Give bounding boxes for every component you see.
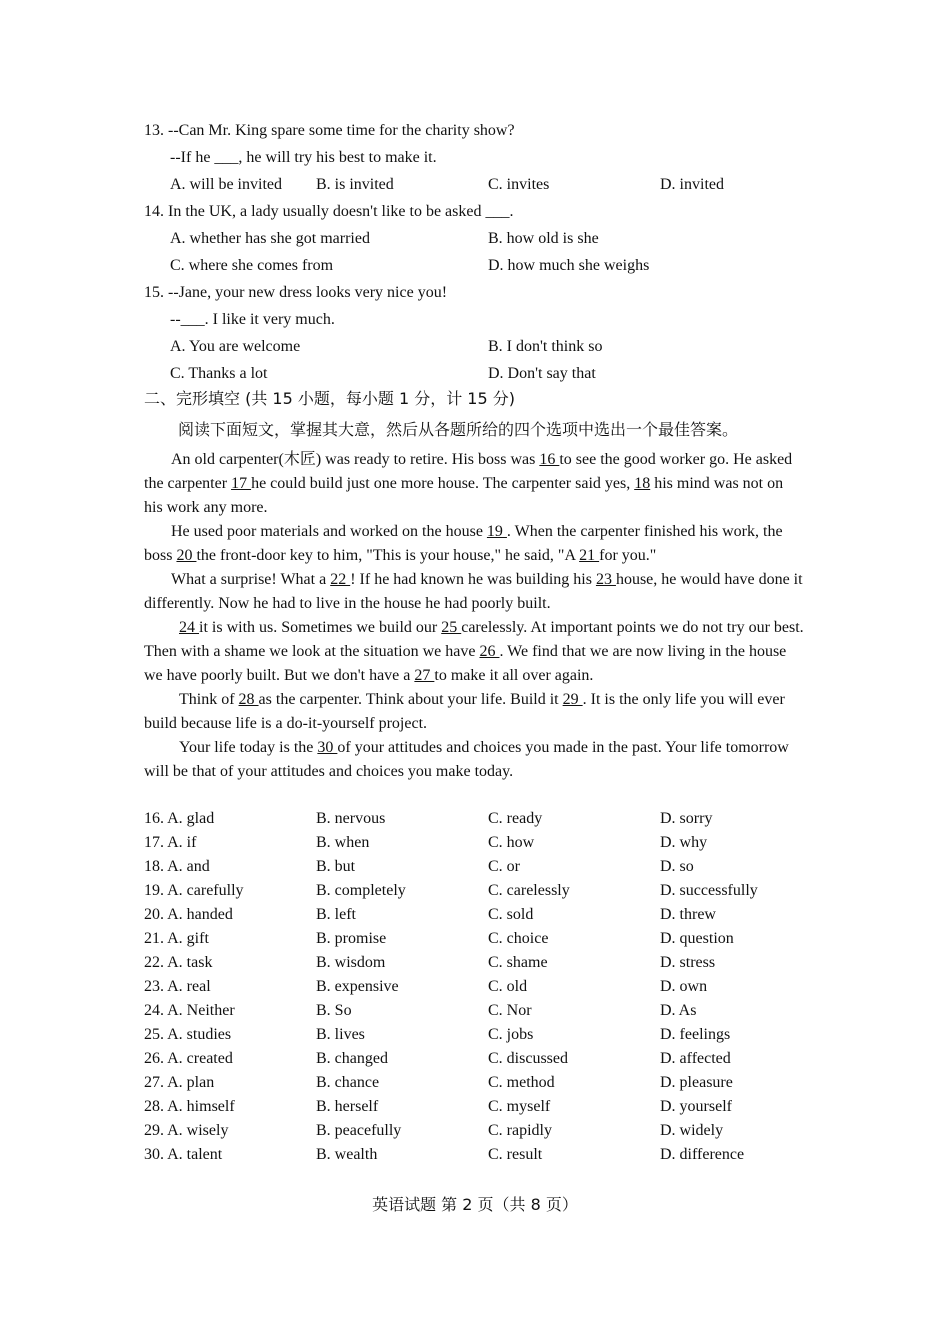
- option-26-a[interactable]: 26. A. created: [144, 1050, 233, 1067]
- option-row-16: [144, 807, 804, 831]
- option-28-c[interactable]: C. myself: [488, 1098, 551, 1115]
- q14-option-c[interactable]: C. where she comes from: [170, 257, 334, 274]
- option-row-24: [144, 999, 804, 1023]
- option-16-d[interactable]: D. sorry: [660, 810, 713, 827]
- q13-option-a[interactable]: A. will be invited: [170, 176, 282, 193]
- section-instruction: 阅读下面短文，掌握其大意，然后从各题所给的四个选项中选出一个最佳答案。: [178, 420, 739, 439]
- option-24-d[interactable]: D. As: [660, 1002, 697, 1019]
- option-19-b[interactable]: B. completely: [316, 882, 406, 899]
- option-16-b[interactable]: B. nervous: [316, 810, 386, 827]
- option-29-d[interactable]: D. widely: [660, 1122, 724, 1139]
- option-30-c[interactable]: C. result: [488, 1146, 543, 1163]
- option-24-c[interactable]: C. Nor: [488, 1002, 532, 1019]
- q15-option-a[interactable]: A. You are welcome: [170, 338, 301, 355]
- q13-reply: --If he ___, he will try his best to make it.: [170, 149, 437, 166]
- option-26-d[interactable]: D. affected: [660, 1050, 731, 1067]
- blank-17: 17: [231, 475, 252, 492]
- blank-21: 21: [579, 547, 600, 564]
- option-30-b[interactable]: B. wealth: [316, 1146, 378, 1163]
- option-24-a[interactable]: 24. A. Neither: [144, 1002, 235, 1019]
- option-30-a[interactable]: 30. A. talent: [144, 1146, 223, 1163]
- option-17-b[interactable]: B. when: [316, 834, 370, 851]
- option-27-a[interactable]: 27. A. plan: [144, 1074, 215, 1091]
- option-24-b[interactable]: B. So: [316, 1002, 352, 1019]
- option-28-a[interactable]: 28. A. himself: [144, 1098, 235, 1115]
- option-17-d[interactable]: D. why: [660, 834, 708, 851]
- section-heading: 二、完形填空 (共 15 小题，每小题 1 分，计 15 分): [144, 389, 515, 408]
- option-19-d[interactable]: D. successfully: [660, 882, 758, 899]
- option-21-c[interactable]: C. choice: [488, 930, 549, 947]
- q14-option-b[interactable]: B. how old is she: [488, 230, 599, 247]
- option-26-c[interactable]: C. discussed: [488, 1050, 568, 1067]
- option-23-b[interactable]: B. expensive: [316, 978, 399, 995]
- q13-option-d[interactable]: D. invited: [660, 176, 724, 193]
- option-17-c[interactable]: C. how: [488, 834, 535, 851]
- option-18-a[interactable]: 18. A. and: [144, 858, 210, 875]
- q15-option-b[interactable]: B. I don't think so: [488, 338, 603, 355]
- option-22-b[interactable]: B. wisdom: [316, 954, 386, 971]
- blank-29: 29: [562, 691, 583, 708]
- option-row-25: [144, 1023, 804, 1047]
- option-row-26: [144, 1047, 804, 1071]
- option-row-23: [144, 975, 804, 999]
- option-28-b[interactable]: B. herself: [316, 1098, 379, 1115]
- blank-25: 25: [441, 619, 462, 636]
- option-row-19: [144, 879, 804, 903]
- option-23-a[interactable]: 23. A. real: [144, 978, 211, 995]
- blank-19: 19: [486, 523, 507, 540]
- option-18-d[interactable]: D. so: [660, 858, 694, 875]
- q13-stem: 13. --Can Mr. King spare some time for the charity show?: [144, 122, 515, 139]
- option-row-28: [144, 1095, 804, 1119]
- cloze-passage: [144, 448, 804, 784]
- option-16-a[interactable]: 16. A. glad: [144, 810, 215, 827]
- option-19-c[interactable]: C. carelessly: [488, 882, 570, 899]
- option-row-21: [144, 927, 804, 951]
- option-21-b[interactable]: B. promise: [316, 930, 387, 947]
- blank-18: 18: [634, 475, 651, 492]
- option-row-20: [144, 903, 804, 927]
- option-row-30: [144, 1143, 804, 1167]
- option-25-c[interactable]: C. jobs: [488, 1026, 534, 1043]
- page-footer: 英语试题 第 2 页（共 8 页）: [372, 1195, 578, 1214]
- option-25-a[interactable]: 25. A. studies: [144, 1026, 232, 1043]
- passage-paragraph-4: 24 it is with us. Sometimes we build our 25 carelessly. At important points we do not try our best. Then with a shame we look at the situation we have 26 . We find that we are now living in the house we have poorly built. But we don't have a 27 to make it all over again.: [144, 619, 804, 684]
- q14-option-d[interactable]: D. how much she weighs: [488, 257, 650, 274]
- blank-27: 27: [414, 667, 435, 684]
- passage-paragraph-3: What a surprise! What a 22 ! If he had known he was building his 23 house, he would have done it differently. Now he had to live in the house he had poorly built.: [144, 571, 803, 612]
- blank-23: 23: [595, 571, 616, 588]
- passage-paragraph-1: An old carpenter(木匠) was ready to retire. His boss was 16 to see the good worker go. He asked the carpenter 17 he could build just one more house. The carpenter said yes, 18 his mind was not on his work any more.: [144, 451, 793, 516]
- passage-paragraph-6: Your life today is the 30 of your attitudes and choices you made in the past. Your life tomorrow will be that of your attitudes and choices you make today.: [144, 739, 789, 780]
- option-23-c[interactable]: C. old: [488, 978, 528, 995]
- blank-20: 20: [176, 547, 197, 564]
- q13-option-b[interactable]: B. is invited: [316, 176, 394, 193]
- option-20-d[interactable]: D. threw: [660, 906, 716, 923]
- blank-24: 24: [179, 619, 199, 636]
- option-19-a[interactable]: 19. A. carefully: [144, 882, 244, 899]
- option-row-17: [144, 831, 804, 855]
- option-18-b[interactable]: B. but: [316, 858, 356, 875]
- option-row-22: [144, 951, 804, 975]
- passage-paragraph-5: Think of 28 as the carpenter. Think about your life. Build it 29 . It is the only life you will ever build because life is a do-it-yourself project.: [144, 691, 785, 732]
- option-22-d[interactable]: D. stress: [660, 954, 716, 971]
- option-18-c[interactable]: C. or: [488, 858, 520, 875]
- option-27-c[interactable]: C. method: [488, 1074, 555, 1091]
- option-25-d[interactable]: D. feelings: [660, 1026, 731, 1043]
- option-28-d[interactable]: D. yourself: [660, 1098, 732, 1115]
- option-21-a[interactable]: 21. A. gift: [144, 930, 209, 947]
- option-21-d[interactable]: D. question: [660, 930, 734, 947]
- q13-option-c[interactable]: C. invites: [488, 176, 550, 193]
- option-29-c[interactable]: C. rapidly: [488, 1122, 552, 1139]
- q15-reply: --___. I like it very much.: [170, 311, 335, 328]
- q15-option-c[interactable]: C. Thanks a lot: [170, 365, 268, 382]
- blank-30: 30: [317, 739, 338, 756]
- blank-22: 22: [330, 571, 351, 588]
- option-row-27: [144, 1071, 804, 1095]
- option-26-b[interactable]: B. changed: [316, 1050, 388, 1067]
- blank-28: 28: [238, 691, 259, 708]
- option-17-a[interactable]: 17. A. if: [144, 834, 197, 851]
- passage-paragraph-2: He used poor materials and worked on the house 19 . When the carpenter finished his work, the boss 20 the front-door key to him, "This is your house," he said, "A 21 for you.": [144, 523, 783, 564]
- option-30-d[interactable]: D. difference: [660, 1146, 745, 1163]
- option-29-a[interactable]: 29. A. wisely: [144, 1122, 229, 1139]
- option-row-29: [144, 1119, 804, 1143]
- option-20-a[interactable]: 20. A. handed: [144, 906, 233, 923]
- q15-stem: 15. --Jane, your new dress looks very nice you!: [144, 284, 448, 301]
- option-row-18: [144, 855, 804, 879]
- option-27-d[interactable]: D. pleasure: [660, 1074, 733, 1091]
- option-23-d[interactable]: D. own: [660, 978, 708, 995]
- option-20-b[interactable]: B. left: [316, 906, 356, 923]
- option-27-b[interactable]: B. chance: [316, 1074, 380, 1091]
- option-22-c[interactable]: C. shame: [488, 954, 548, 971]
- option-29-b[interactable]: B. peacefully: [316, 1122, 402, 1139]
- q14-stem: 14. In the UK, a lady usually doesn't like to be asked ___.: [144, 203, 514, 220]
- q15-option-d[interactable]: D. Don't say that: [488, 365, 596, 382]
- blank-16: 16: [539, 451, 560, 468]
- option-20-c[interactable]: C. sold: [488, 906, 534, 923]
- option-22-a[interactable]: 22. A. task: [144, 954, 213, 971]
- option-16-c[interactable]: C. ready: [488, 810, 543, 827]
- blank-26: 26: [479, 643, 500, 660]
- q14-option-a[interactable]: A. whether has she got married: [170, 230, 370, 247]
- option-25-b[interactable]: B. lives: [316, 1026, 365, 1043]
